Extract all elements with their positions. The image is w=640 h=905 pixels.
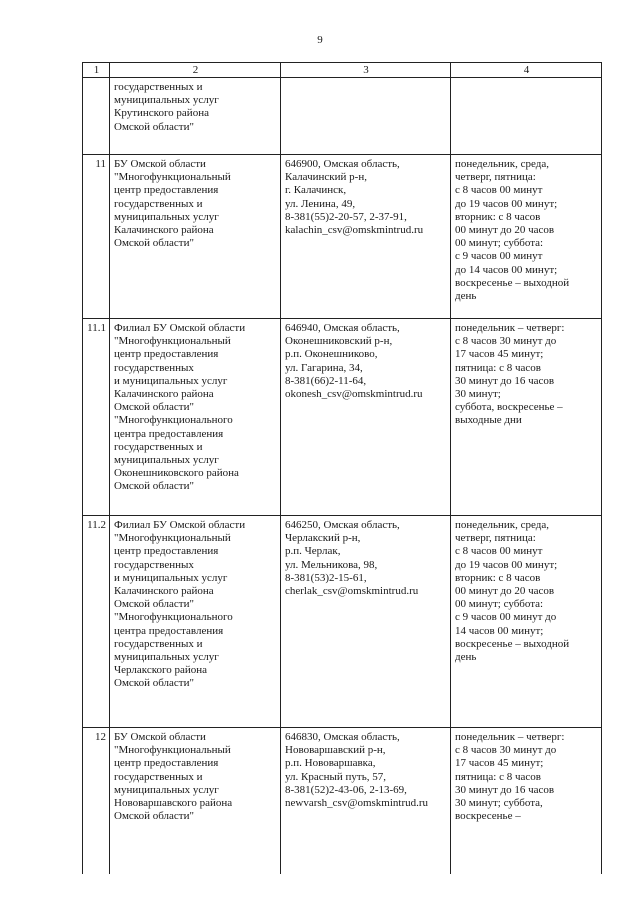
name-line: государственных и: [114, 81, 203, 93]
name-line: "Многофункционального: [114, 414, 233, 427]
name-line: и муниципальных услуг: [114, 374, 228, 387]
name-line: центра предоставления: [114, 427, 224, 440]
name-line: Крутинского района: [114, 107, 209, 120]
address-line: Калачинский р-н,: [285, 171, 367, 184]
name-line: "Многофункциональный: [114, 335, 231, 348]
schedule-line: четверг, пятница:: [455, 171, 536, 184]
column-header-4: 4: [451, 63, 602, 78]
schedule-line: до 14 часов 00 минут;: [455, 263, 558, 276]
name-line: "Многофункциональный: [114, 744, 231, 757]
name-line: муниципальных услуг: [114, 210, 219, 223]
cell-schedule: [451, 319, 602, 516]
schedule-line: 00 минут до 20 часов: [455, 224, 555, 237]
table-row-continuation: [83, 78, 602, 155]
address-line: ул. Ленина, 49,: [285, 197, 356, 210]
schedule-line: с 8 часов 00 минут: [455, 545, 543, 558]
page-number: 9: [317, 34, 323, 46]
cell-name: [110, 728, 281, 875]
header-row: [83, 63, 602, 78]
address-line: 646940, Омская область,: [285, 322, 400, 334]
address-line: ул. Мельникова, 98,: [285, 558, 378, 571]
cell-address: [281, 319, 451, 516]
name-line: Филиал БУ Омской области: [114, 519, 246, 531]
name-line: государственных и: [114, 440, 203, 453]
schedule-line: до 19 часов 00 минут;: [455, 558, 558, 571]
table-body: [83, 63, 602, 875]
address-line: 8-381(53)2-15-61,: [285, 571, 367, 584]
schedule-line: с 8 часов 30 минут до: [455, 335, 557, 348]
column-header-1: 1: [83, 63, 110, 78]
name-line: Омской области": [114, 810, 194, 823]
name-line: Калачинского района: [114, 224, 214, 237]
address-line: ул. Гагарина, 34,: [285, 361, 363, 374]
name-line: Омской области": [114, 401, 194, 414]
name-line: Черлакского района: [114, 664, 208, 677]
cell-address: [281, 516, 451, 728]
schedule-line: понедельник – четверг:: [455, 322, 565, 334]
name-line: Омской области": [114, 237, 194, 250]
address-line: 8-381(66)2-11-64,: [285, 374, 367, 387]
name-line: Омской области": [114, 598, 194, 611]
address-line: cherlak_csv@omskmintrud.ru: [285, 585, 419, 598]
name-line: государственных и: [114, 637, 203, 650]
table-row-11-2: [83, 516, 602, 728]
name-line: центр предоставления: [114, 545, 219, 558]
address-line: 8-381(55)2-20-57, 2-37-91,: [285, 210, 407, 223]
table-row-12: [83, 728, 602, 875]
cell-address: [281, 155, 451, 319]
name-line: Омской области": [114, 120, 194, 133]
address-line: р.п. Черлак,: [285, 545, 341, 558]
cell-name: [110, 319, 281, 516]
schedule-line: четверг, пятница:: [455, 532, 536, 545]
schedule-line: вторник: с 8 часов: [455, 210, 541, 223]
schedule-line: до 19 часов 00 минут;: [455, 197, 558, 210]
address-line: Оконешниковский р-н,: [285, 335, 393, 348]
cell-schedule: [451, 728, 602, 875]
name-line: муниципальных услуг: [114, 94, 219, 107]
name-line: государственных и: [114, 197, 203, 210]
address-line: р.п. Оконешниково,: [285, 348, 378, 361]
schedule-line: день: [455, 651, 477, 664]
name-line: "Многофункциональный: [114, 532, 231, 545]
schedule-line: день: [455, 290, 477, 303]
schedule-line: 14 часов 00 минут;: [455, 624, 544, 637]
table-row-11-1: [83, 319, 602, 516]
schedule-line: 00 минут; суббота:: [455, 237, 544, 250]
schedule-line: с 9 часов 00 минут до: [455, 611, 557, 624]
schedule-line: 30 минут; суббота,: [455, 797, 543, 810]
row-number: 12: [83, 728, 110, 875]
name-line: муниципальных услуг: [114, 651, 219, 664]
schedule-line: 30 минут до 16 часов: [455, 374, 555, 387]
schedule-line: пятница: с 8 часов: [455, 770, 541, 783]
address-line: 646830, Омская область,: [285, 731, 400, 743]
name-line: центр предоставления: [114, 348, 219, 361]
cell-name: [110, 78, 281, 155]
address-line: kalachin_csv@omskmintrud.ru: [285, 224, 424, 237]
name-line: БУ Омской области: [114, 158, 206, 170]
address-line: ул. Красный путь, 57,: [285, 770, 386, 783]
name-line: "Многофункциональный: [114, 171, 231, 184]
row-number: 11.1: [83, 319, 110, 516]
name-line: центра предоставления: [114, 624, 224, 637]
name-line: Нововаршавского района: [114, 797, 233, 810]
name-line: и муниципальных услуг: [114, 571, 228, 584]
schedule-line: понедельник, среда,: [455, 519, 549, 531]
cell-schedule: [451, 78, 602, 155]
schedule-line: понедельник – четверг:: [455, 731, 565, 743]
schedule-line: 00 минут; суббота:: [455, 598, 544, 611]
schedule-line: вторник: с 8 часов: [455, 571, 541, 584]
mfc-offices-table: [82, 62, 602, 874]
cell-address: [281, 78, 451, 155]
schedule-line: 17 часов 45 минут;: [455, 348, 544, 361]
schedule-line: понедельник, среда,: [455, 158, 549, 170]
schedule-line: выходные дни: [455, 414, 522, 427]
name-line: центр предоставления: [114, 184, 219, 197]
name-line: "Многофункционального: [114, 611, 233, 624]
address-line: newvarsh_csv@omskmintrud.ru: [285, 797, 429, 810]
schedule-line: воскресенье – выходной: [455, 276, 570, 289]
name-line: центр предоставления: [114, 757, 219, 770]
cell-address: [281, 728, 451, 875]
schedule-line: 30 минут;: [455, 388, 501, 401]
name-line: Оконешниковского района: [114, 467, 239, 480]
name-line: муниципальных услуг: [114, 454, 219, 467]
schedule-line: с 8 часов 00 минут: [455, 184, 543, 197]
address-line: okonesh_csv@omskmintrud.ru: [285, 388, 423, 401]
column-header-3: 3: [281, 63, 451, 78]
address-line: 646250, Омская область,: [285, 519, 400, 531]
schedule-line: с 9 часов 00 минут: [455, 250, 543, 263]
cell-name: [110, 516, 281, 728]
address-line: Нововаршавский р-н,: [285, 744, 386, 757]
address-line: 646900, Омская область,: [285, 158, 400, 170]
name-line: Филиал БУ Омской области: [114, 322, 246, 334]
name-line: государственных: [114, 361, 194, 374]
row-number: 11: [83, 155, 110, 319]
cell-name: [110, 155, 281, 319]
table-row-11: [83, 155, 602, 319]
name-line: БУ Омской области: [114, 731, 206, 743]
schedule-line: 00 минут до 20 часов: [455, 585, 555, 598]
schedule-line: 30 минут до 16 часов: [455, 783, 555, 796]
name-line: Калачинского района: [114, 585, 214, 598]
cell-schedule: [451, 155, 602, 319]
name-line: Омской области": [114, 480, 194, 493]
cell-schedule: [451, 516, 602, 728]
address-line: 8-381(52)2-43-06, 2-13-69,: [285, 783, 407, 796]
address-line: Черлакский р-н,: [285, 532, 361, 545]
row-number: 11.2: [83, 516, 110, 728]
name-line: муниципальных услуг: [114, 783, 219, 796]
row-number: [83, 78, 110, 155]
schedule-line: 17 часов 45 минут;: [455, 757, 544, 770]
name-line: Омской области": [114, 677, 194, 690]
schedule-line: суббота, воскресенье –: [455, 401, 563, 414]
column-header-2: 2: [110, 63, 281, 78]
schedule-line: пятница: с 8 часов: [455, 361, 541, 374]
name-line: государственных и: [114, 770, 203, 783]
schedule-line: воскресенье –: [455, 810, 521, 823]
schedule-line: воскресенье – выходной: [455, 637, 570, 650]
address-line: г. Калачинск,: [285, 184, 347, 197]
name-line: Калачинского района: [114, 388, 214, 401]
name-line: государственных: [114, 558, 194, 571]
schedule-line: с 8 часов 30 минут до: [455, 744, 557, 757]
address-line: р.п. Нововаршавка,: [285, 757, 376, 770]
